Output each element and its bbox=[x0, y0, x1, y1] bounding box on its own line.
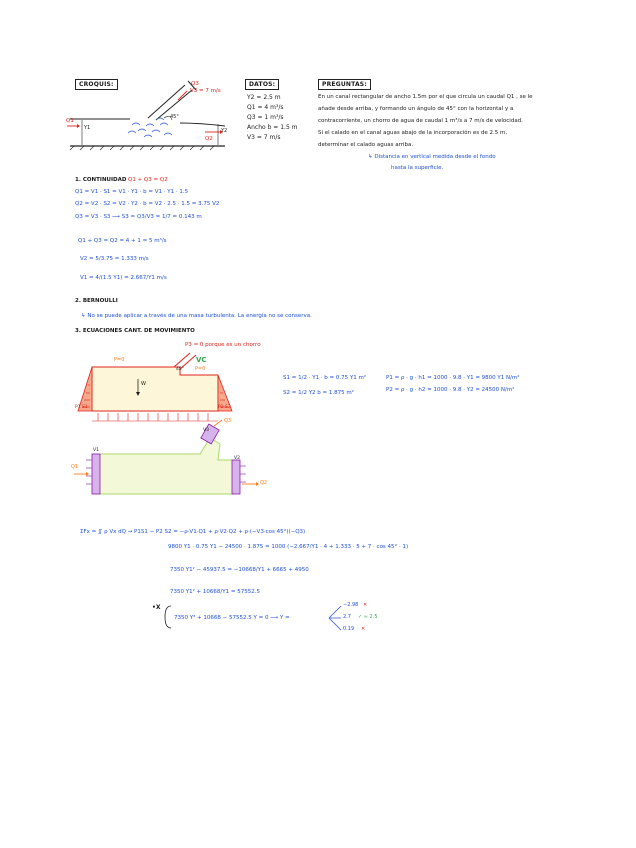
question-note-2: hasta la superficie. bbox=[391, 165, 444, 171]
question-note-1: ↳ Distancia en vertical medida desde el fondo bbox=[368, 154, 496, 160]
bernoulli-title: 2. BERNOULLI bbox=[75, 298, 118, 304]
multiply-prefix: •X bbox=[152, 604, 161, 611]
question-line-3: contracorriente, un chorro de agua de caudal 1 m³/s a 7 m/s de velocidad. bbox=[318, 118, 523, 124]
cubic-equation: 7350 Y³ + 10668 − 57552.5 Y = 0 ⟶ Y = bbox=[174, 615, 290, 621]
question-line-1: En un canal rectangular de ancho 1.5m por el que circula un caudal Q1 , se le bbox=[318, 94, 533, 100]
continuity-q1: Q1 = V1 · S1 = V1 · Y1 · b = V1 · Y1 · 1.5 bbox=[75, 189, 189, 195]
continuity-q2: Q2 = V2 · S2 = V2 · Y2 · b = V2 · 2.5 · 1.5 = 3.75 V2 bbox=[75, 201, 220, 207]
root-1: −2.98 bbox=[343, 602, 359, 608]
p1-formula: P1 = ρ · g · h1 = 1000 · 9.8 · Y1 = 9800 Y1 N/m² bbox=[386, 375, 520, 381]
p3-note: P3 = 0 porque es un chorro bbox=[185, 342, 261, 348]
data-v3: V3 = 7 m/s bbox=[247, 134, 281, 141]
p-zero-right: P=0 bbox=[195, 366, 206, 372]
s2-formula: S2 = 1/2 Y2 b = 1.875 m² bbox=[283, 390, 354, 396]
root-2: 2.7 bbox=[343, 614, 351, 620]
continuity-sum: Q1 + Q3 = Q2 = 4 + 1 = 5 m³/s bbox=[78, 238, 167, 244]
flow-v1-label: V1 bbox=[93, 448, 99, 453]
flow-q3-label: Q3 bbox=[224, 418, 232, 424]
flow-q1-label: Q1 bbox=[71, 464, 79, 470]
sketch-header: CROQUIS: bbox=[75, 79, 118, 90]
weight-label: W bbox=[141, 381, 146, 387]
sketch-q1-label: Q1 bbox=[66, 118, 74, 124]
sketch-y2-label: Y2 bbox=[221, 128, 228, 134]
bernoulli-note: ↳ No se puede aplicar a través de una masa turbulenta. La energía no se conserva. bbox=[81, 313, 312, 319]
sketch-angle-label: 45° bbox=[170, 114, 179, 120]
sketch-v3-label: V3 = 7 m/s bbox=[190, 88, 221, 94]
root-3-mark: ✕ bbox=[361, 626, 366, 632]
flow-v3-label: V3 bbox=[203, 428, 209, 433]
data-q3: Q3 = 1 m³/s bbox=[247, 114, 284, 121]
ps1-label: P1 S1 bbox=[75, 405, 88, 410]
brace bbox=[163, 605, 173, 629]
data-list bbox=[247, 93, 298, 143]
flow-diagram bbox=[70, 420, 260, 500]
sketch-y1-label: Y1 bbox=[84, 125, 91, 131]
continuity-title: 1. CONTINUIDAD bbox=[75, 177, 127, 183]
flow-q2-label: Q2 bbox=[260, 480, 268, 486]
question-line-4: Si el calado en el canal aguas abajo de la incorporación es de 2.5 m, bbox=[318, 130, 508, 136]
ps2-label: P2 S2 bbox=[218, 405, 231, 410]
p-zero-left: P=0 bbox=[114, 357, 125, 363]
question-line-2: añade desde arriba, y formando un ángulo de 45° con la horizontal y a bbox=[318, 106, 514, 112]
continuity-q3: Q3 = V3 · S3 ⟶ S3 = Q3/V3 = 1/7 = 0.143 m bbox=[75, 214, 202, 220]
momentum-title: 3. ECUACIONES CANT. DE MOVIMIENTO bbox=[75, 328, 195, 334]
sum-fx-equation: ΣFx = ∬ ρ Vx dQ → P1S1 − P2 S2 = −ρ·V1·Q1 + ρ·V2·Q2 + ρ·(−V3·cos 45°)(−Q3) bbox=[80, 529, 306, 535]
cv-angle-label: 45° bbox=[176, 367, 184, 372]
simplified-equation: 7350 Y1² − 45937.5 = −10668/Y1 + 6665 + 4950 bbox=[170, 567, 309, 573]
question-line-5: determinar el calado aguas arriba. bbox=[318, 142, 414, 148]
sketch-q3-label: Q3 bbox=[191, 81, 199, 87]
questions-header: PREGUNTAS: bbox=[318, 79, 371, 90]
data-header: DATOS: bbox=[245, 79, 279, 90]
root-3: 0.19 bbox=[343, 626, 355, 632]
p2-formula: P2 = ρ · g · h2 = 1000 · 9.8 · Y2 = 24500 N/m² bbox=[386, 387, 515, 393]
continuity-v2: V2 = 5/3.75 = 1.333 m/s bbox=[80, 256, 149, 262]
continuity-v1: V1 = 4/(1.5 Y1) = 2.667/Y1 m/s bbox=[80, 275, 167, 281]
continuity-title-eq: Q1 + Q3 = Q2 bbox=[128, 177, 168, 183]
grouped-equation: 7350 Y1² + 10668/Y1 = 57552.5 bbox=[170, 589, 260, 595]
substitution-equation: 9800 Y1 · 0.75 Y1 − 24500 · 1.875 = 1000 (−2.667/Y1 · 4 + 1.333 · 5 + 7 · cos 45° · 1) bbox=[168, 544, 409, 550]
s1-formula: S1 = 1/2 · Y1 · b = 0.75 Y1 m² bbox=[283, 375, 367, 381]
sketch-q2-label: Q2 bbox=[205, 136, 213, 142]
question-text bbox=[318, 91, 533, 151]
control-volume-diagram bbox=[70, 355, 240, 430]
data-width: Ancho b = 1.5 m bbox=[247, 124, 298, 131]
root-1-mark: ✕ bbox=[363, 602, 368, 608]
flow-v2-label: V2 bbox=[234, 456, 240, 461]
root-2-mark: ✓ ≈ 2.5 bbox=[358, 614, 378, 620]
vc-label: VC bbox=[196, 356, 207, 364]
data-q1: Q1 = 4 m³/s bbox=[247, 104, 284, 111]
data-y2: Y2 = 2.5 m bbox=[247, 94, 281, 101]
